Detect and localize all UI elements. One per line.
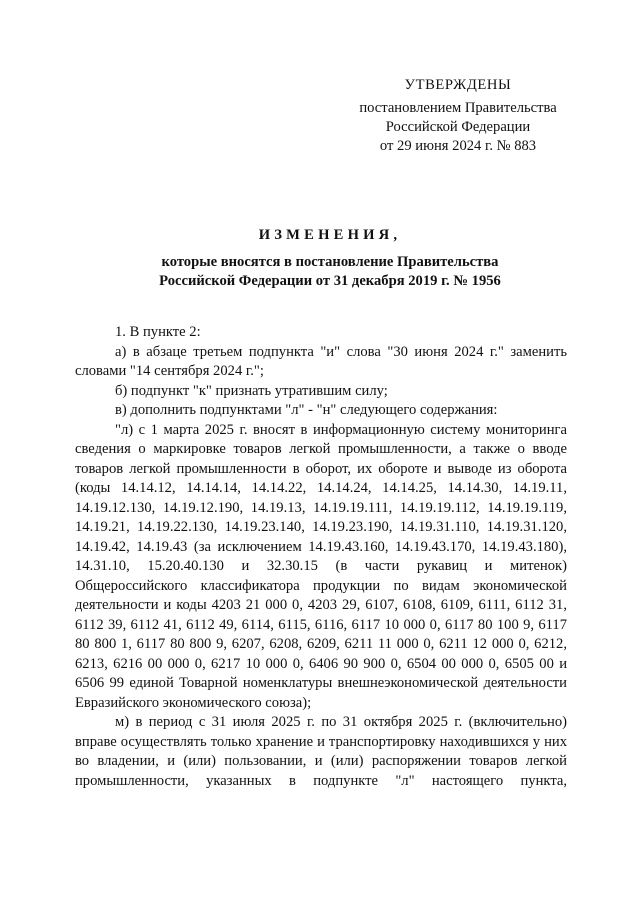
approval-line-3: от 29 июня 2024 г. № 883	[379, 138, 537, 154]
paragraph-subpoint-m: м) в период с 31 июля 2025 г. по 31 октября 2025 г. (включительно) вправе осуществлять только хранение и транспортировку находившихся у них во владении, и (или) пользовании, и (или) распоряжении товаров легкой промышленности, указанных в подпункте "л" настоящего пункта,	[75, 714, 567, 789]
approval-heading: УТВЕРЖДЕНЫ	[404, 77, 512, 93]
approval-stamp	[340, 76, 576, 156]
document-title: ИЗМЕНЕНИЯ,	[258, 227, 402, 243]
document-title-block	[80, 226, 580, 291]
paragraph-subpoint-a: а) в абзаце третьем подпункта "и" слова "30 июня 2024 г." заменить словами "14 сентября 2024 г.";	[75, 343, 567, 379]
approval-line-1: постановлением Правительства	[359, 100, 557, 116]
paragraph-subpoint-v: в) дополнить подпунктами "л" - "н" следующего содержания:	[115, 402, 498, 418]
paragraph-subpoint-l: "л) с 1 марта 2025 г. вносят в информационную систему мониторинга сведения о маркировке товаров легкой промышленности, а также о вводе товаров легкой промышленности в оборот, их обороте и выводе из оборота (коды 14.14.12, 14.14.14, 14.14.22, 14.14.24, 14.14.25, 14.14.30, 14.19.11, 14.19.12.130, 14.19.12.190, 14.19.13, 14.19.19.111, 14.19.19.112, 14.19.19.119, 14.19.21, 14.19.22.130, 14.19.23.140, 14.19.23.190, 14.19.31.110, 14.19.31.120, 14.19.42, 14.19.43 (за исключением 14.19.43.160, 14.19.43.170, 14.19.43.180), 14.31.10, 15.20.40.130 и 32.30.15 (в части рукавиц и митенок) Общероссийского классификатора продукции по видам экономической деятельности и коды 4203 21 000 0, 4203 29, 6107, 6108, 6109, 6111, 6112 31, 6112 39, 6112 41, 6112 49, 6114, 6115, 6116, 6117 10 000 0, 6117 80 100 9, 6117 80 800 1, 6117 80 800 9, 6207, 6208, 6209, 6211 11 000 0, 6211 12 000 0, 6212, 6213, 6216 00 000 0, 6217 10 000 0, 6406 90 900 0, 6504 00 000 0, 6505 00 и 6506 99 единой Товарной номенклатуры внешнеэкономической деятельности Евразийского экономического союза);	[75, 421, 567, 711]
approval-line-2: Российской Федерации	[385, 119, 531, 135]
document-subtitle-line-1: которые вносятся в постановление Правительства	[161, 254, 499, 270]
paragraph-point-1: 1. В пункте 2:	[115, 324, 201, 340]
document-body	[75, 323, 567, 791]
document-subtitle-line-2: Российской Федерации от 31 декабря 2019 г. № 1956	[159, 273, 501, 289]
paragraph-subpoint-b: б) подпункт "к" признать утратившим силу;	[115, 382, 388, 399]
